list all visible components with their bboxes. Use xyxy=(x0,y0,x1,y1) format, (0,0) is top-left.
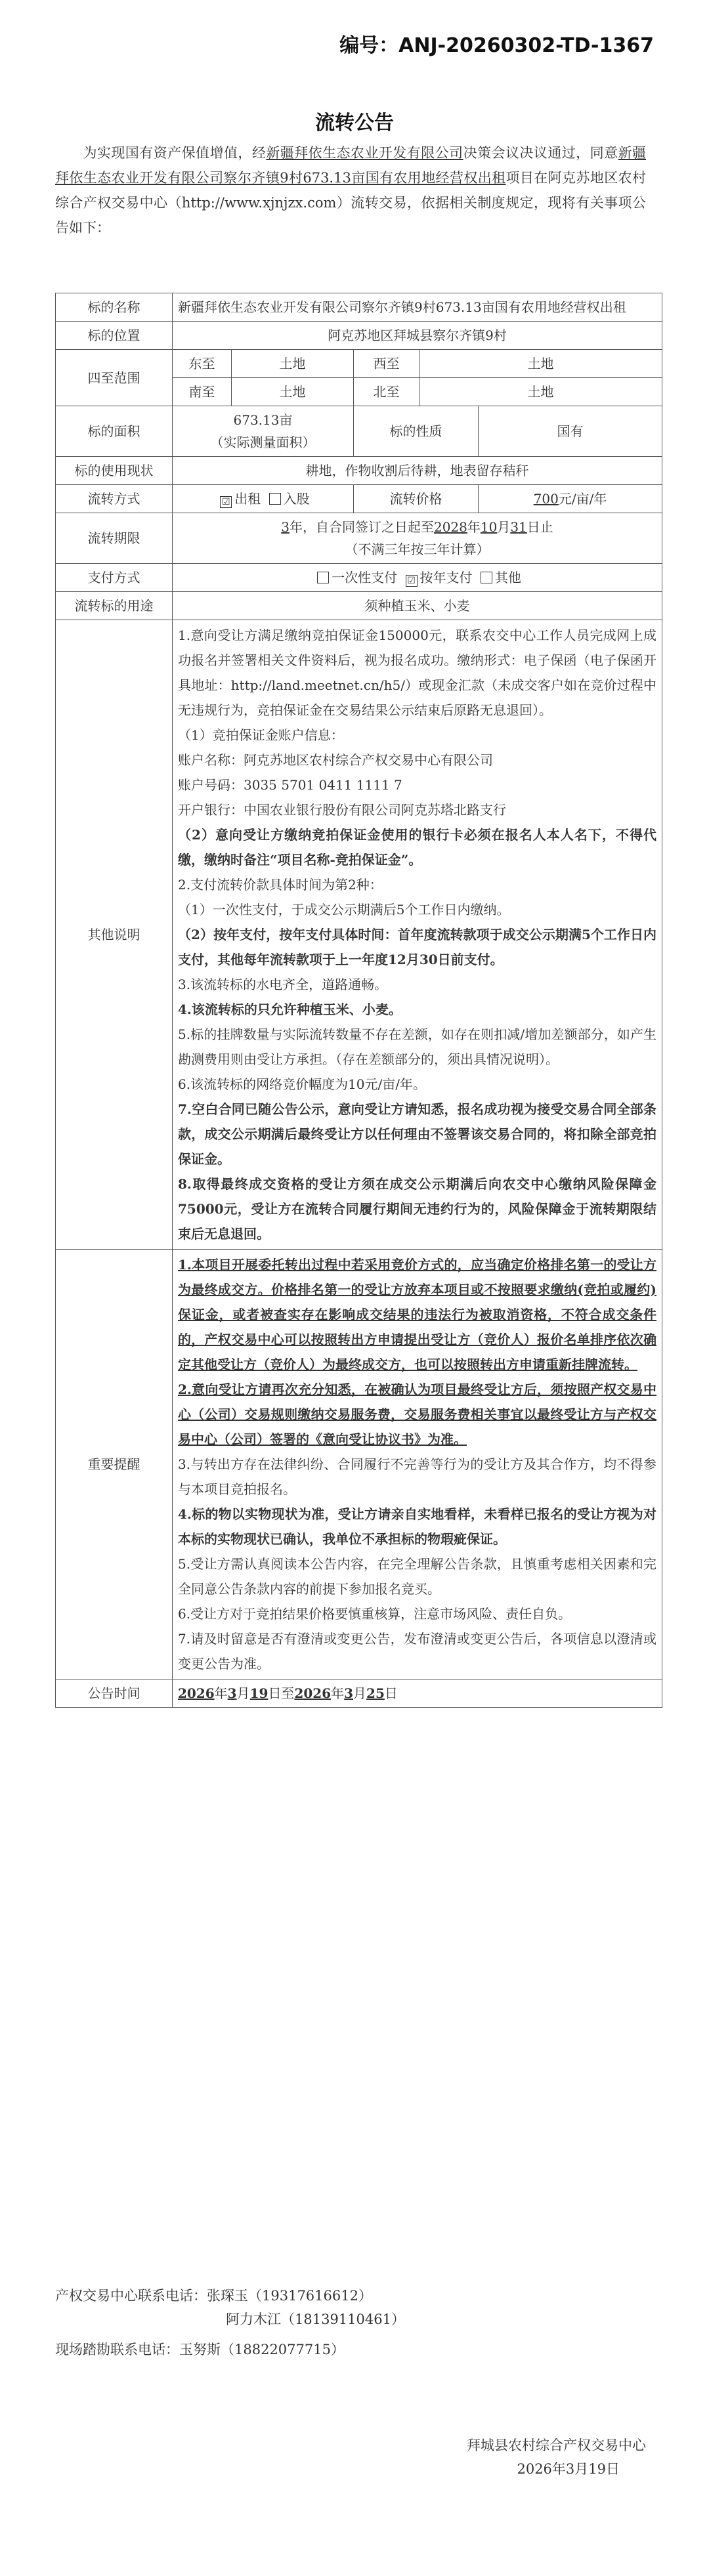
value-price xyxy=(479,485,662,513)
remind-item: 3.与转出方存在法律纠纷、合同履行不完善等行为的受让方及其合作方，均不得参与本项目竞拍报名。 xyxy=(178,1456,657,1497)
other-item: （1）竞拍保证金账户信息： xyxy=(178,727,344,743)
other-item: 1.意向受让方满足缴纳竞拍保证金150000元，联系农交中心工作人员完成网上成功报名并签署相关文件资料后，视为报名成功。缴纳形式：电子保函（电子保函开具地址：http://land.meetnet.cn/h5/）或现金汇款（未成交客户如在竞价过程中无违规行为，竞拍保证金在交易结果公示结束后原路无息退回）。 xyxy=(178,627,657,718)
value-period: 3年，自合同签订之日起至2028年10月31日止 （不满三年按三年计算） xyxy=(173,513,662,564)
label-period: 流转期限 xyxy=(56,513,173,564)
label-bounds: 四至范围 xyxy=(56,350,173,406)
checkbox-pay-once[interactable] xyxy=(317,572,329,583)
label-time: 公告时间 xyxy=(56,1679,173,1708)
remind-item: 4.标的物以实物现状为准，受让方请亲自实地看样，未看样已报名的受让方视为对本标的实物现状已确认，我单位不承担标的物瑕疵保证。 xyxy=(178,1506,657,1547)
label-west: 西至 xyxy=(354,350,419,378)
value-north: 土地 xyxy=(419,378,662,406)
intro-text-3: 项目在阿克苏地区农村综合产权交易中心（http://www.xjnjzx.com）流转交易，依据相关制度规定，现将有关事项公告如下： xyxy=(55,170,646,236)
label-area: 标的面积 xyxy=(56,406,173,457)
price-number: 700 xyxy=(533,491,559,507)
pay-option-other: 其他 xyxy=(494,570,521,585)
label-mode: 流转方式 xyxy=(56,485,173,513)
other-item: 3.该流转标的水电齐全，道路通畅。 xyxy=(178,977,388,992)
row-area xyxy=(56,406,662,457)
row-name xyxy=(56,293,662,322)
checkbox-pay-other[interactable] xyxy=(481,572,492,583)
label-status: 标的使用现状 xyxy=(56,457,173,485)
pay-option-once: 一次性支付 xyxy=(332,570,398,585)
intro-text-2: 决策会议决议通过，同意 xyxy=(463,145,618,161)
other-item: 4.该流转标的只允许种植玉米、小麦。 xyxy=(178,1002,402,1017)
mode-option-lease: 出租 xyxy=(234,491,261,507)
time-year-end: 2026 xyxy=(294,1685,332,1701)
value-east: 土地 xyxy=(232,350,354,378)
row-payment xyxy=(56,564,662,592)
intro-text-1: 为实现国有资产保值增值，经 xyxy=(83,145,267,161)
other-item: （2）按年支付，按年支付具体时间：首年度流转款项于成交公示期满5个工作日内支付，其他每年流转款项于上一年度12月30日前支付。 xyxy=(178,927,657,967)
other-item: 6.该流转标的网络竞价幅度为10元/亩/年。 xyxy=(178,1076,427,1092)
value-area xyxy=(173,406,354,457)
period-month: 10 xyxy=(480,519,498,535)
contact-center: 产权交易中心联系电话：张琛玉（19317616612） xyxy=(55,2288,372,2304)
label-use: 流转标的用途 xyxy=(56,592,173,620)
label-payment: 支付方式 xyxy=(56,564,173,592)
period-year: 2028 xyxy=(433,519,467,535)
area-note: （实际测量面积） xyxy=(210,434,316,450)
value-nature: 国有 xyxy=(479,406,662,457)
label-location: 标的位置 xyxy=(56,322,173,350)
checkbox-lease[interactable]: ☑ xyxy=(220,496,232,508)
row-status xyxy=(56,457,662,485)
label-remind: 重要提醒 xyxy=(56,1250,173,1679)
other-item: （1）一次性支付，于成交公示期满后5个工作日内缴纳。 xyxy=(178,902,510,918)
period-years: 3 xyxy=(281,519,290,535)
other-item: 8.取得最终成交资格的受让方须在成交公示期满后向农交中心缴纳风险保障金75000元，受让方在流转合同履行期间无违约行为的，风险保障金于流转期限结束后无息退回。 xyxy=(178,1176,657,1242)
row-other xyxy=(56,620,662,1250)
signature-date: 2026年3月19日 xyxy=(517,2461,620,2477)
signature-org: 拜城县农村综合产权交易中心 xyxy=(467,2438,646,2453)
document-number: 编号：ANJ-20260302-TD-1367 xyxy=(339,34,654,57)
time-month-end: 3 xyxy=(344,1685,354,1701)
label-nature: 标的性质 xyxy=(354,406,479,457)
value-mode xyxy=(173,485,354,513)
remind-item: 2.意向受让方请再次充分知悉，在被确认为项目最终受让方后，须按照产权交易中心（公司）交易规则缴纳交易服务费，交易服务费相关事宜以最终受让方与产权交易中心（公司）签署的《意向受让协议书》为准。 xyxy=(178,1382,657,1447)
value-time: 2026年3月19日至2026年3月25日 xyxy=(173,1679,662,1708)
value-payment xyxy=(173,564,662,592)
time-day-start: 19 xyxy=(249,1685,269,1701)
remind-item: 5.受让方需认真阅读本公告内容，在完全理解公告条款，且慎重考虑相关因素和完全同意公告条款内容的前提下参加报名竞买。 xyxy=(178,1556,657,1597)
value-location: 阿克苏地区拜城县察尔齐镇9村 xyxy=(173,322,662,350)
announcement-table xyxy=(55,293,662,1708)
time-month-start: 3 xyxy=(227,1685,237,1701)
label-south: 南至 xyxy=(173,378,232,406)
period-note: （不满三年按三年计算） xyxy=(345,541,490,557)
row-period xyxy=(56,513,662,564)
remind-item: 1.本项目开展委托转出过程中若采用竞价方式的，应当确定价格排名第一的受让方为最终成交方。价格排名第一的受让方放弃本项目或不按照要求缴纳(竞拍或履约)保证金，或者被查实存在影响成交结果的违法行为被取消资格，不符合成交条件的，产权交易中心可以按照转出方申请提出受让方（竞价人）报价名单排序依次确定其他受让方（竞价人）为最终成交方，也可以按照转出方申请重新挂牌流转。 xyxy=(178,1257,657,1372)
time-day-end: 25 xyxy=(366,1685,385,1701)
row-remind xyxy=(56,1250,662,1679)
other-item: 开户银行：中国农业银行股份有限公司阿克苏塔北路支行 xyxy=(178,802,506,818)
label-north: 北至 xyxy=(354,378,419,406)
value-status: 耕地，作物收割后待耕，地表留存秸秆 xyxy=(173,457,662,485)
row-time xyxy=(56,1679,662,1708)
other-item: 5.标的挂牌数量与实际流转数量不存在差额，如存在则扣减/增加差额部分，如产生勘测费用则由受让方承担。（存在差额部分的，须出具情况说明）。 xyxy=(178,1026,657,1067)
label-price: 流转价格 xyxy=(354,485,479,513)
remind-item: 7.请及时留意是否有澄清或变更公告，发布澄清或变更公告后，各项信息以澄清或变更公告为准。 xyxy=(178,1631,657,1672)
intro-paragraph xyxy=(55,140,646,240)
page-title: 流转公告 xyxy=(315,112,394,135)
label-name: 标的名称 xyxy=(56,293,173,322)
price-unit: 元/亩/年 xyxy=(558,491,607,507)
period-day: 31 xyxy=(510,519,527,535)
footer xyxy=(55,2284,646,2481)
row-use xyxy=(56,592,662,620)
period-text: 年，自合同签订之日起至 xyxy=(289,519,434,535)
row-bounds-1 xyxy=(56,350,662,378)
intro-org: 新疆拜依生态农业开发有限公司 xyxy=(266,145,463,161)
contact-site: 现场踏勘联系电话：玉努斯（18822077715） xyxy=(55,2342,345,2357)
row-mode xyxy=(56,485,662,513)
other-item: 账户号码：3035 5701 0411 1111 7 xyxy=(178,777,402,793)
remind-item: 6.受让方对于竞拍结果价格要慎重核算，注意市场风险、责任自负。 xyxy=(178,1606,572,1622)
area-number: 673.13亩 xyxy=(233,412,293,428)
mode-option-share: 入股 xyxy=(283,491,310,507)
intro-object: 新疆拜依生态农业开发有限公司察尔齐镇9村673.13亩国有农用地经营权出租 xyxy=(55,145,647,186)
value-use: 须种植玉米、小麦 xyxy=(173,592,662,620)
value-name: 新疆拜依生态农业开发有限公司察尔齐镇9村673.13亩国有农用地经营权出租 xyxy=(173,293,662,322)
checkbox-share[interactable] xyxy=(269,493,281,505)
label-other: 其他说明 xyxy=(56,620,173,1250)
other-item: 2.支付流转价款具体时间为第2种： xyxy=(178,877,383,893)
contact-center-2: 阿力木江（18139110461） xyxy=(226,2312,405,2327)
value-other xyxy=(173,620,662,1250)
other-item: （2）意向受让方缴纳竞拍保证金使用的银行卡必须在报名人本人名下，不得代缴，缴纳时备注“项目名称-竞拍保证金”。 xyxy=(178,827,657,868)
value-south: 土地 xyxy=(232,378,354,406)
other-item: 7.空白合同已随公告公示，意向受让方请知悉，报名成功视为接受交易合同全部条款，成交公示期满后最终受让方以任何理由不签署该交易合同的，将扣除全部竞拍保证金。 xyxy=(178,1101,657,1167)
checkbox-pay-yearly[interactable]: ☑ xyxy=(406,575,418,587)
time-year-start: 2026 xyxy=(178,1685,215,1701)
row-location xyxy=(56,322,662,350)
value-west: 土地 xyxy=(419,350,662,378)
other-item: 账户名称：阿克苏地区农村综合产权交易中心有限公司 xyxy=(178,752,493,768)
label-east: 东至 xyxy=(173,350,232,378)
pay-option-yearly: 按年支付 xyxy=(419,570,473,585)
value-remind xyxy=(173,1250,662,1679)
